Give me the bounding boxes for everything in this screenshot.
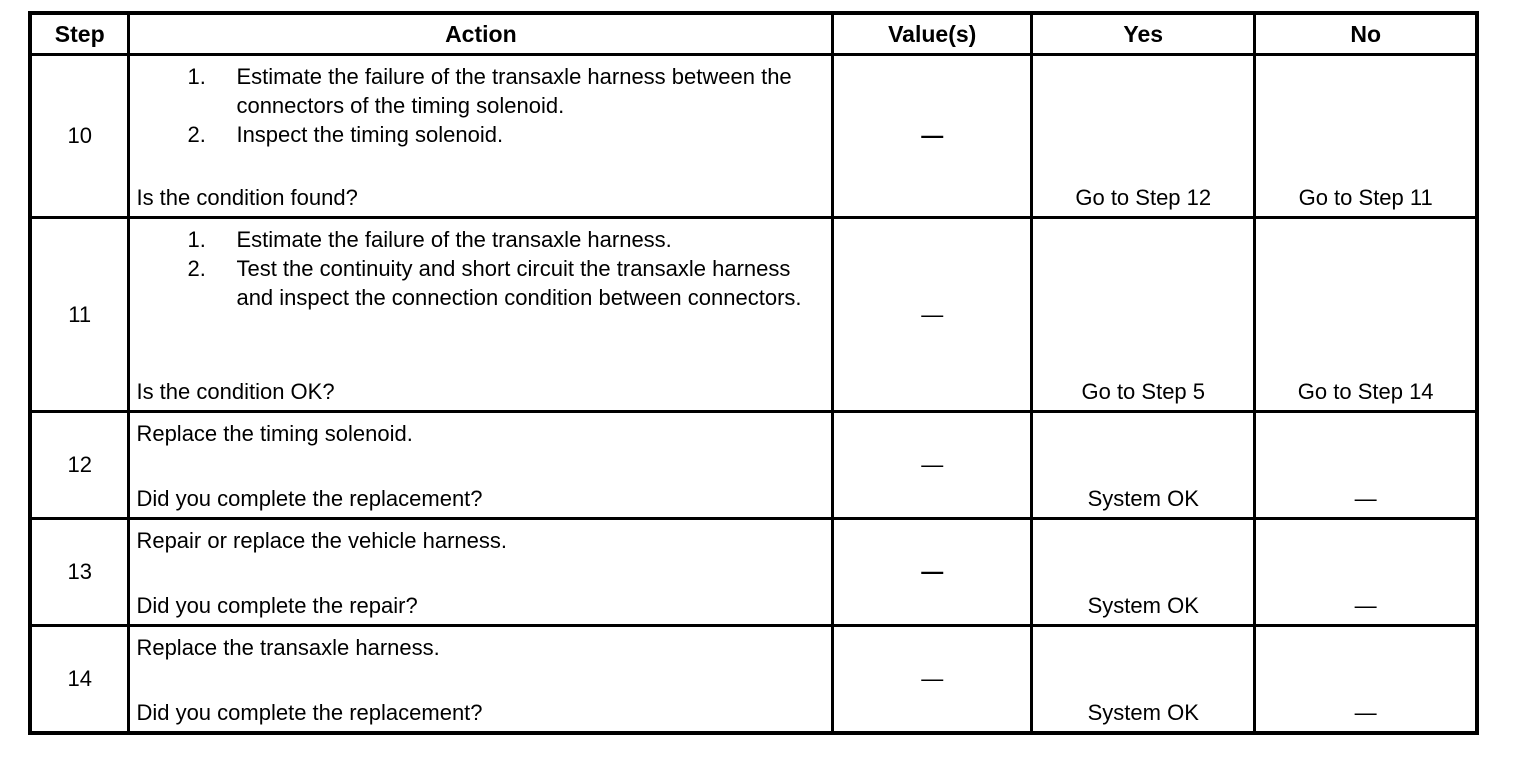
step-number: 10	[30, 55, 129, 218]
no-result: Go to Step 11	[1298, 185, 1433, 210]
no-cell	[1255, 218, 1477, 412]
instruction-list	[130, 56, 831, 149]
yes-result: Go to Step 12	[1075, 185, 1212, 210]
step-number: 11	[30, 218, 129, 412]
value-cell	[833, 519, 1032, 626]
action-cell	[129, 626, 833, 734]
table-row	[30, 626, 1477, 734]
yes-result: System OK	[1087, 700, 1199, 725]
table-row	[30, 218, 1477, 412]
yes-result: Go to Step 5	[1081, 379, 1206, 404]
value-text: —	[921, 452, 944, 477]
instruction-text: Test the continuity and short circuit the transaxle harness and inspect the connection condition between connectors.	[236, 256, 802, 310]
value-cell	[833, 412, 1032, 519]
yes-cell	[1032, 626, 1255, 734]
table-row	[30, 55, 1477, 218]
instruction-text: Repair or replace the vehicle harness.	[136, 528, 507, 553]
value-text: —	[921, 123, 944, 148]
value-text: —	[921, 666, 944, 691]
yes-cell	[1032, 519, 1255, 626]
no-cell	[1255, 412, 1477, 519]
instruction-number: 1.	[187, 64, 206, 89]
no-result: —	[1354, 700, 1377, 725]
header-yes: Yes	[1032, 13, 1255, 55]
instruction-text: Inspect the timing solenoid.	[236, 122, 504, 147]
instruction-text: Replace the timing solenoid.	[136, 421, 413, 446]
value-text: —	[921, 559, 944, 584]
table-row	[30, 519, 1477, 626]
no-cell	[1255, 626, 1477, 734]
no-cell	[1255, 519, 1477, 626]
action-cell	[129, 218, 833, 412]
value-text: —	[921, 301, 944, 327]
step-number: 13	[30, 519, 129, 626]
step-number: 12	[30, 412, 129, 519]
instruction-text: Replace the transaxle harness.	[136, 635, 440, 660]
instruction-list	[130, 219, 831, 312]
question-text: Is the condition OK?	[136, 379, 335, 404]
question-text: Did you complete the replacement?	[136, 700, 483, 725]
no-result: —	[1354, 486, 1377, 511]
instruction-text: Estimate the failure of the transaxle harness.	[236, 227, 672, 252]
instruction-item	[130, 225, 831, 254]
no-cell	[1255, 55, 1477, 218]
header-no: No	[1255, 13, 1477, 55]
header-step: Step	[30, 13, 129, 55]
instruction-number: 2.	[187, 256, 206, 281]
instruction-number: 1.	[187, 227, 206, 252]
header-action: Action	[129, 13, 833, 55]
no-result: —	[1354, 593, 1377, 618]
table-row	[30, 412, 1477, 519]
instruction-item	[130, 254, 831, 312]
question-text: Is the condition found?	[136, 185, 358, 210]
diagnostic-table	[28, 11, 1479, 735]
no-result: Go to Step 14	[1297, 379, 1434, 404]
value-cell	[833, 55, 1032, 218]
step-number: 14	[30, 626, 129, 734]
question-text: Did you complete the repair?	[136, 593, 418, 618]
instruction-text: Estimate the failure of the transaxle harness between the connectors of the timing solenoid.	[236, 64, 792, 118]
action-cell	[129, 55, 833, 218]
instruction-number: 2.	[187, 122, 206, 147]
action-cell	[129, 519, 833, 626]
yes-result: System OK	[1087, 486, 1199, 511]
question-text: Did you complete the replacement?	[136, 486, 483, 511]
yes-result: System OK	[1087, 593, 1199, 618]
yes-cell	[1032, 412, 1255, 519]
header-row	[30, 13, 1477, 55]
instruction-item	[130, 62, 831, 120]
value-cell	[833, 218, 1032, 412]
yes-cell	[1032, 218, 1255, 412]
instruction-item	[130, 120, 831, 149]
header-values: Value(s)	[833, 13, 1032, 55]
yes-cell	[1032, 55, 1255, 218]
action-cell	[129, 412, 833, 519]
value-cell	[833, 626, 1032, 734]
